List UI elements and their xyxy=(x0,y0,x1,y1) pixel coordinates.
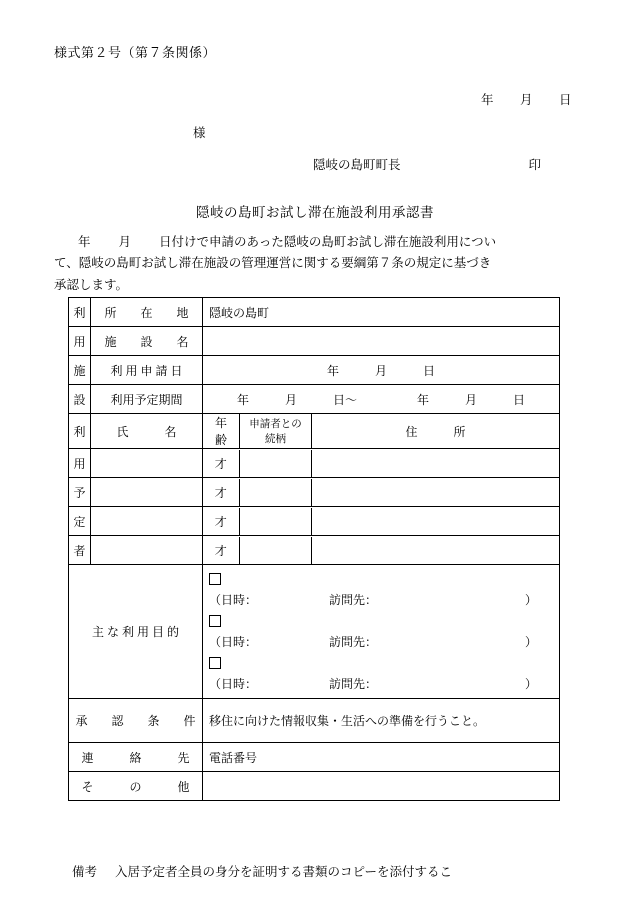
row-value-application-date[interactable]: 年 月 日 xyxy=(203,356,560,385)
purpose-item-2 xyxy=(209,615,553,648)
occupant-row xyxy=(69,449,560,478)
row-value-facility-name[interactable] xyxy=(203,327,560,356)
issuer-name: 隠岐の島町町長 xyxy=(313,158,401,172)
row-value-location[interactable]: 隠岐の島町 xyxy=(203,298,560,327)
checkbox-icon[interactable] xyxy=(209,657,221,669)
purpose-visit-label-1: 訪問先： xyxy=(329,593,378,607)
contact-label: 連 絡 先 xyxy=(69,743,203,772)
row-label-location: 所 在 地 xyxy=(91,298,203,327)
occupants-header-rest xyxy=(203,414,560,449)
group-label-occupant-2: 用 xyxy=(69,449,91,478)
approval-row xyxy=(69,699,560,743)
purpose-cell xyxy=(203,565,560,699)
checkbox-icon[interactable] xyxy=(209,573,221,585)
occupants-header-address: 住 所 xyxy=(405,424,466,439)
occupant-address-4[interactable] xyxy=(311,537,559,564)
purpose-item-1 xyxy=(209,573,553,606)
group-label-occupant-4: 定 xyxy=(69,507,91,536)
other-label: そ の 他 xyxy=(69,772,203,801)
occupant-name-3[interactable] xyxy=(91,507,203,536)
purpose-detail-3 xyxy=(209,678,553,690)
purpose-close-3: ） xyxy=(525,677,538,691)
occupants-header-row xyxy=(69,414,560,449)
occupant-address-2[interactable] xyxy=(311,479,559,506)
occupant-relation-2[interactable] xyxy=(239,479,311,506)
group-label-facility-3: 施 xyxy=(69,356,91,385)
occupant-age-3[interactable]: 才 xyxy=(203,508,239,535)
occupant-rest-1 xyxy=(203,449,560,478)
row-label-stay-period: 利用予定期間 xyxy=(91,385,203,414)
seal-mark: 印 xyxy=(528,158,542,172)
occupant-age-1[interactable]: 才 xyxy=(203,450,239,477)
purpose-detail-1 xyxy=(209,594,553,606)
body-line2: て、隠岐の島町お試し滞在施設の管理運営に関する要綱第７条の規定に基づき xyxy=(54,256,492,271)
remarks-text: 入居予定者全員の身分を証明する書類のコピーを添付するこ xyxy=(115,865,453,879)
occupant-address-1[interactable] xyxy=(311,450,559,477)
occupants-header-relation: 申請者との続柄 xyxy=(240,414,312,448)
group-label-occupant-5: 者 xyxy=(69,536,91,565)
remarks-label: 備考 xyxy=(72,865,98,879)
purpose-datetime-label-1: （日時： xyxy=(209,593,258,607)
occupant-rest-3 xyxy=(203,507,560,536)
contact-row xyxy=(69,743,560,772)
table-row xyxy=(69,385,560,414)
occupant-rest-2 xyxy=(203,478,560,507)
purpose-close-1: ） xyxy=(525,593,538,607)
date-month: 月 xyxy=(519,93,533,107)
purpose-close-2: ） xyxy=(525,635,538,649)
row-label-application-date: 利 用 申 請 日 xyxy=(91,356,203,385)
purpose-visit-label-3: 訪問先： xyxy=(329,677,378,691)
approval-value[interactable]: 移住に向けた情報収集・生活への準備を行うこと。 xyxy=(203,699,560,743)
form-number: 様式第２号（第７条関係） xyxy=(54,45,217,60)
occupant-relation-1[interactable] xyxy=(239,450,311,477)
row-label-facility-name: 施 設 名 xyxy=(91,327,203,356)
purpose-datetime-label-2: （日時： xyxy=(209,635,258,649)
occupant-relation-4[interactable] xyxy=(239,537,311,564)
issuer-line xyxy=(313,155,541,173)
group-label-occupant-3: 予 xyxy=(69,478,91,507)
remarks xyxy=(72,862,452,880)
table-row xyxy=(69,298,560,327)
occupants-header-name: 氏 名 xyxy=(91,414,203,449)
body-month: 月 xyxy=(118,235,132,249)
purpose-datetime-label-3: （日時： xyxy=(209,677,258,691)
body-line1: 日付けで申請のあった隠岐の島町お試し滞在施設利用につい xyxy=(159,235,497,249)
body-line3: 承認します。 xyxy=(54,277,129,292)
body-text xyxy=(54,232,574,296)
application-table xyxy=(68,297,560,801)
occupant-relation-3[interactable] xyxy=(239,508,311,535)
occupant-name-4[interactable] xyxy=(91,536,203,565)
addressee-honorific: 様 xyxy=(193,126,206,140)
group-label-facility-2: 用 xyxy=(69,327,91,356)
purpose-label: 主 な 利 用 目 的 xyxy=(69,565,203,699)
purpose-item-3 xyxy=(209,657,553,690)
contact-value[interactable]: 電話番号 xyxy=(203,743,560,772)
other-row xyxy=(69,772,560,801)
occupant-row xyxy=(69,507,560,536)
date-year: 年 xyxy=(480,93,494,107)
purpose-detail-2 xyxy=(209,636,553,648)
occupant-name-2[interactable] xyxy=(91,478,203,507)
date-day: 日 xyxy=(558,93,572,107)
table-row xyxy=(69,327,560,356)
group-label-facility-1: 利 xyxy=(69,298,91,327)
checkbox-icon[interactable] xyxy=(209,615,221,627)
occupant-age-2[interactable]: 才 xyxy=(203,479,239,506)
other-value[interactable] xyxy=(203,772,560,801)
group-label-occupant-1: 利 xyxy=(69,414,91,449)
document-title: 隠岐の島町お試し滞在施設利用承認書 xyxy=(196,205,434,220)
occupant-address-3[interactable] xyxy=(311,508,559,535)
group-label-facility-4: 設 xyxy=(69,385,91,414)
table-row xyxy=(69,356,560,385)
occupants-header-age: 年 齢 xyxy=(203,414,240,448)
occupant-age-4[interactable]: 才 xyxy=(203,537,239,564)
approval-label: 承 認 条 件 xyxy=(69,699,203,743)
body-year: 年 xyxy=(78,235,91,249)
date-line xyxy=(481,90,572,108)
occupant-row xyxy=(69,536,560,565)
occupant-name-1[interactable] xyxy=(91,449,203,478)
occupant-rest-4 xyxy=(203,536,560,565)
occupant-row xyxy=(69,478,560,507)
purpose-row xyxy=(69,565,560,699)
row-value-stay-period[interactable]: 年 月 日～ 年 月 日 xyxy=(203,385,560,414)
purpose-visit-label-2: 訪問先： xyxy=(329,635,378,649)
